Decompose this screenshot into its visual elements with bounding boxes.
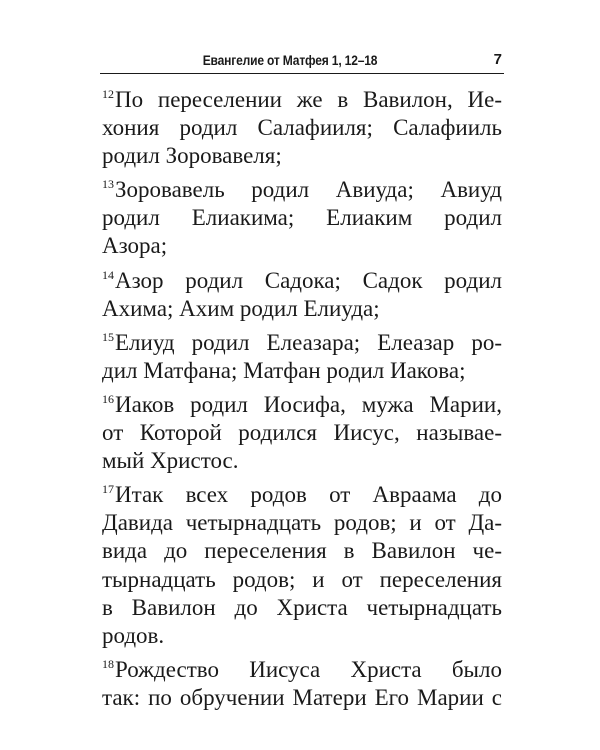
text-line: $^{18}$Рождество Иисуса Христа было <box>102 656 502 682</box>
text-line: мый Христос. <box>102 448 239 474</box>
text-line: дил Матфана; Матфан родил Иакова; <box>102 357 466 383</box>
verse-number: 18 <box>102 656 114 671</box>
header-title: Евангелие от Матфея 1, 12–18 <box>202 52 378 68</box>
text-line: родил Зоровавеля; <box>102 143 282 169</box>
text-line: хония родил Салафииля; Салафииль <box>102 115 502 141</box>
verse-number: 14 <box>102 267 114 282</box>
verse-number: 13 <box>102 177 114 192</box>
text-line: от Которой родился Иисус, называе- <box>102 420 502 446</box>
text-line: тырнадцать родов; и от переселения <box>102 566 502 592</box>
text-line: Ахима; Ахим родил Елиуда; <box>102 295 380 321</box>
text-line: в Вавилон до Христа четырнадцать <box>102 594 502 620</box>
verse-15 <box>102 329 502 385</box>
page-number: 7 <box>493 51 502 68</box>
text-line: Давида четырнадцать родов; и от Да- <box>102 510 502 536</box>
verse-17 <box>102 481 502 650</box>
text-line: вида до переселения в Вавилон че- <box>102 538 502 564</box>
text-line: $^{12}$По переселении же в Вавилон, Ие- <box>102 87 502 112</box>
verse-14 <box>102 267 502 323</box>
verse-number: 16 <box>102 391 114 406</box>
verse-number: 12 <box>102 87 114 101</box>
text-line: Азора; <box>102 233 168 259</box>
text-body <box>102 86 502 712</box>
text-line: так: по обручении Матери Его Марии с <box>102 684 502 710</box>
text-line: $^{15}$Елиуд родил Елеазара; Елеазар ро- <box>102 329 502 355</box>
verse-13 <box>102 176 502 260</box>
text-line: $^{16}$Иаков родил Иосифа, мужа Марии, <box>102 391 502 417</box>
text-line: $^{17}$Итак всех родов от Авраама до <box>102 482 502 508</box>
verse-number: 17 <box>102 482 114 497</box>
verse-18 <box>102 656 502 712</box>
text-line: $^{13}$Зоровавель родил Авиуда; Авиуд <box>102 177 502 203</box>
verse-16 <box>102 391 502 475</box>
text-line: $^{14}$Азор родил Садока; Садок родил <box>102 267 502 293</box>
verse-number: 15 <box>102 329 114 344</box>
verse-12 <box>102 86 502 170</box>
text-line: родов. <box>102 622 165 648</box>
text-line: родил Елиакима; Елиаким родил <box>102 205 502 231</box>
header-rule <box>100 73 504 74</box>
running-header <box>100 49 504 75</box>
